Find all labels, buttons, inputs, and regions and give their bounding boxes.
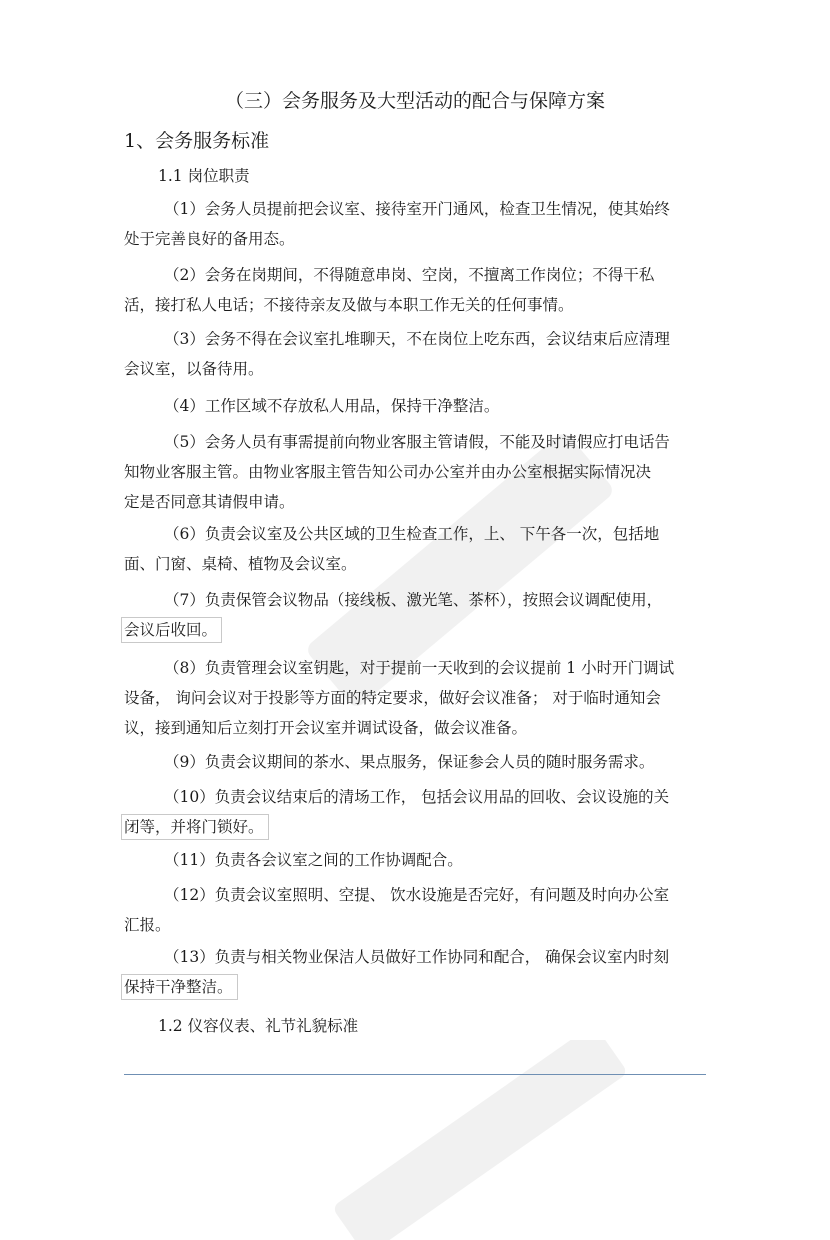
paragraph-line: （4）工作区域不存放私人用品，保持干净整洁。: [164, 397, 500, 415]
paragraph-line: 面、门窗、桌椅、植物及会议室。: [124, 555, 357, 573]
paragraph-line: 保持干净整洁。: [121, 974, 238, 1000]
paragraph-line: 设备， 询问会议对于投影等方面的特定要求，做好会议准备； 对于临时通知会: [124, 689, 661, 707]
paragraph: [124, 427, 706, 517]
paragraph-line: 闭等，并将门锁好。: [121, 814, 269, 840]
paragraph: [124, 845, 706, 875]
watermark-icon-bottom: [300, 1040, 660, 1240]
paragraph: [124, 942, 706, 1002]
paragraph-line: 会议后收回。: [121, 617, 222, 643]
paragraph-line: 汇报。: [124, 916, 171, 934]
paragraph: [124, 324, 706, 384]
paragraph-line: （2）会务在岗期间，不得随意串岗、空岗，不擅离工作岗位；不得干私: [164, 266, 655, 284]
section-heading: 1、会务服务标准: [124, 130, 270, 152]
paragraph: [124, 260, 706, 320]
paragraph-line: 活，接打私人电话；不接待亲友及做与本职工作无关的任何事情。: [124, 296, 574, 314]
paragraph-line: （12）负责会议室照明、空提、 饮水设施是否完好，有问题及时向办公室: [164, 886, 670, 904]
paragraph: [124, 880, 706, 940]
paragraph-line: 知物业客服主管。由物业客服主管告知公司办公室并由办公室根据实际情况决: [124, 463, 652, 481]
paragraph-line: （7）负责保管会议物品（接线板、激光笔、茶杯），按照会议调配使用，: [164, 591, 663, 609]
paragraph-line: （6）负责会议室及公共区域的卫生检查工作，上、 下午各一次，包括地: [164, 525, 660, 543]
subsection-heading: 1.2 仪容仪表、礼节礼貌标准: [158, 1017, 359, 1035]
paragraph: [124, 782, 706, 842]
paragraph: [124, 747, 706, 777]
footer-divider: [124, 1074, 706, 1075]
paragraph-line: （3）会务不得在会议室扎堆聊天，不在岗位上吃东西，会议结束后应清理: [164, 330, 670, 348]
page-title: （三）会务服务及大型活动的配合与保障方案: [224, 90, 605, 112]
subsection-heading: 1.1 岗位职责: [158, 167, 250, 185]
paragraph: [124, 653, 706, 743]
paragraph-line: （13）负责与相关物业保洁人员做好工作协同和配合， 确保会议室内时刻: [164, 948, 670, 966]
paragraph-line: 议，接到通知后立刻打开会议室并调试设备，做会议准备。: [124, 719, 528, 737]
paragraph-line: 处于完善良好的备用态。: [124, 230, 295, 248]
paragraph-line: （11）负责各会议室之间的工作协调配合。: [164, 851, 463, 869]
paragraph: [124, 519, 706, 579]
paragraph-line: （8）负责管理会议室钥匙，对于提前一天收到的会议提前 1 小时开门调试: [164, 659, 675, 677]
paragraph-line: （5）会务人员有事需提前向物业客服主管请假，不能及时请假应打电话告: [164, 433, 670, 451]
paragraph-line: 定是否同意其请假申请。: [124, 493, 295, 511]
paragraph: [124, 194, 706, 254]
paragraph-line: （1）会务人员提前把会议室、接待室开门通风，检查卫生情况，使其始终: [164, 200, 670, 218]
paragraph: [124, 585, 706, 645]
paragraph-line: 会议室，以备待用。: [124, 360, 264, 378]
paragraph-line: （9）负责会议期间的茶水、果点服务，保证参会人员的随时服务需求。: [164, 753, 655, 771]
paragraph: [124, 391, 706, 421]
paragraph-line: （10）负责会议结束后的清场工作， 包括会议用品的回收、会议设施的关: [164, 788, 670, 806]
